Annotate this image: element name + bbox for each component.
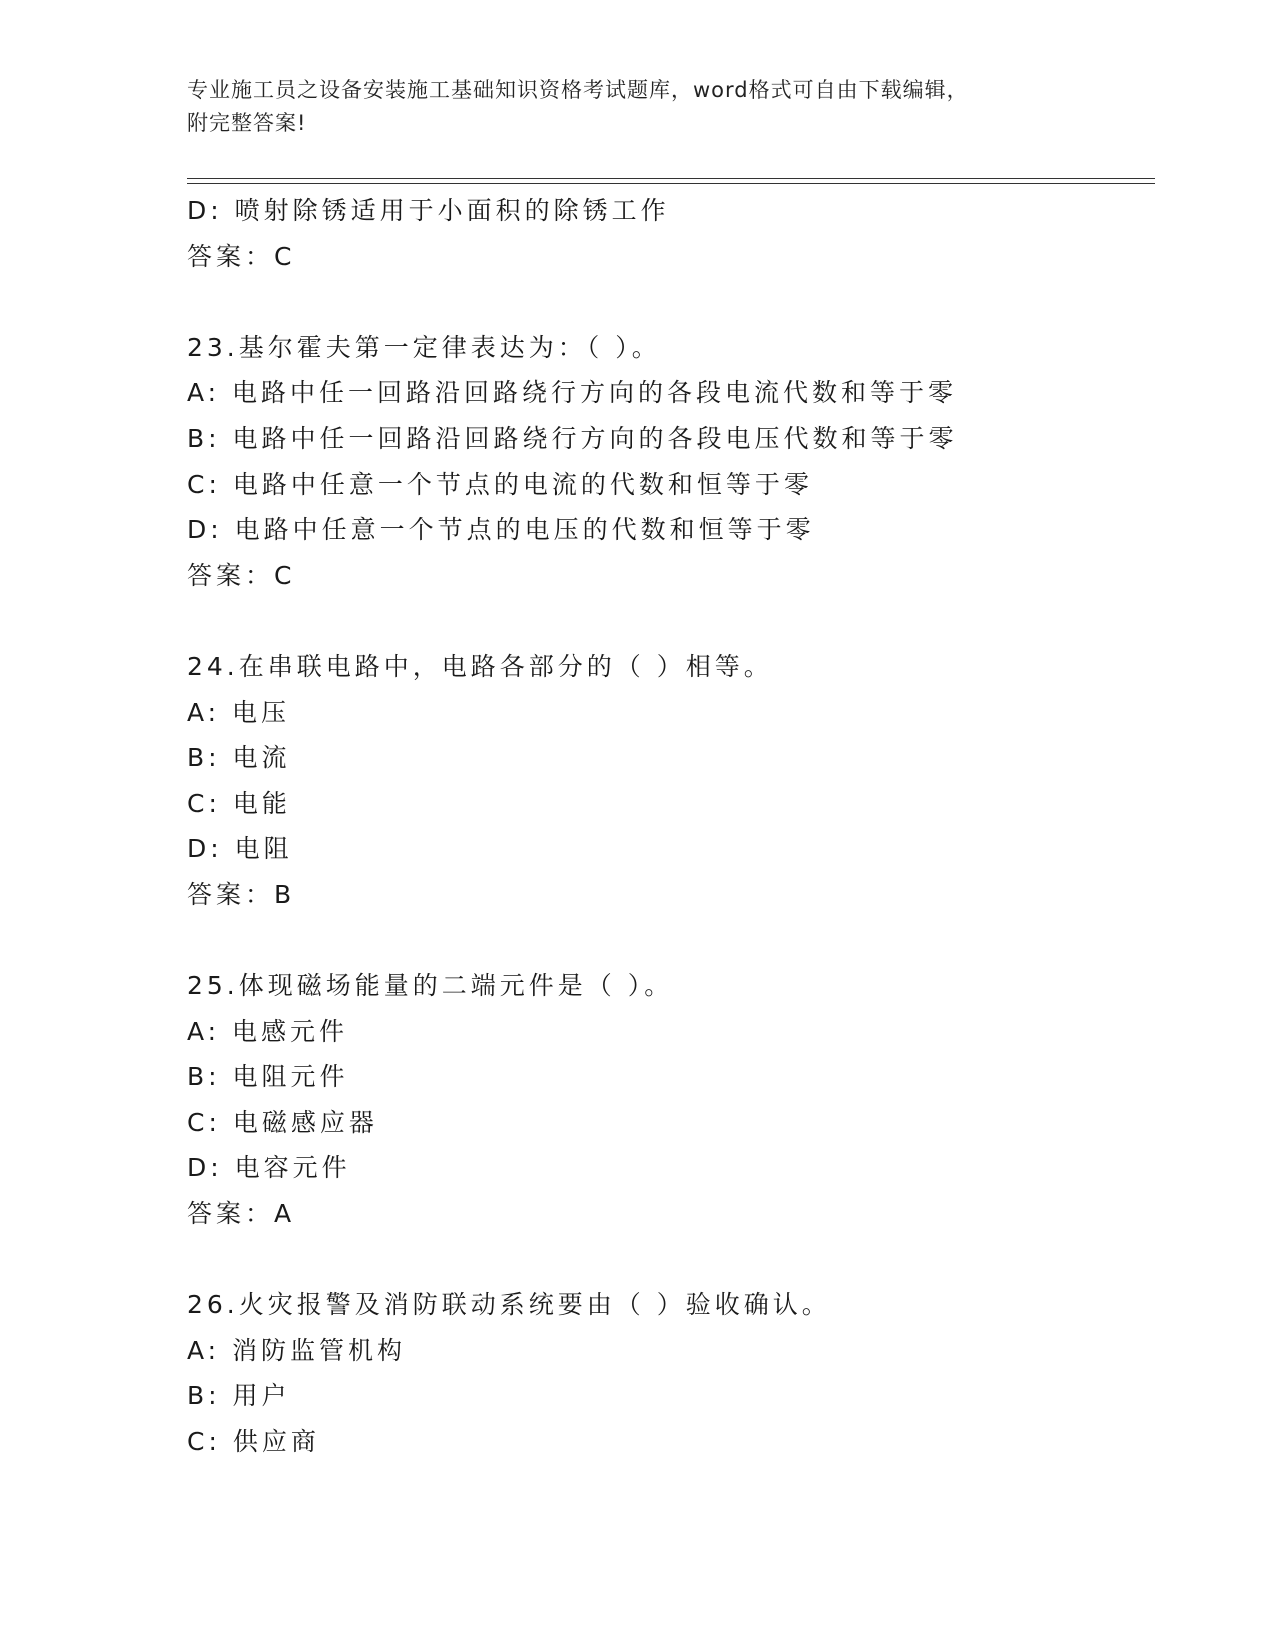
question-stem: 23.基尔霍夫第一定律表达为：（ ）。 <box>187 332 661 362</box>
answer-line: 答案：C <box>187 560 296 590</box>
question-24 <box>187 644 1155 918</box>
header-divider-bottom <box>187 183 1155 184</box>
option-d: D: 喷射除锈适用于小面积的除锈工作 <box>187 196 670 225</box>
spacer <box>187 279 1155 325</box>
question-stem: 25.体现磁场能量的二端元件是（ ）。 <box>187 971 674 1001</box>
option-b: B: 电阻元件 <box>187 1062 349 1092</box>
header-line-1: 专业施工员之设备安装施工基础知识资格考试题库，word格式可自由下载编辑， <box>187 78 969 102</box>
option-b: B: 电路中任一回路沿回路绕行方向的各段电压代数和等于零 <box>187 423 958 453</box>
question-23 <box>187 325 1155 599</box>
option-b: B: 用户 <box>187 1381 291 1411</box>
option-a: A: 消防监管机构 <box>187 1335 407 1365</box>
option-d: D: 电容元件 <box>187 1153 351 1183</box>
question-list <box>187 188 1155 1465</box>
option-a: A: 电感元件 <box>187 1016 349 1046</box>
answer-line: 答案：B <box>187 879 296 909</box>
question-stem: 24.在串联电路中，电路各部分的（ ）相等。 <box>187 651 773 681</box>
option-c: C: 电能 <box>187 788 291 818</box>
option-b: B: 电流 <box>187 743 291 773</box>
option-d: D: 电阻 <box>187 834 293 864</box>
option-c: C: 供应商 <box>187 1427 320 1457</box>
option-a: A: 电路中任一回路沿回路绕行方向的各段电流代数和等于零 <box>187 378 958 408</box>
answer-line: 答案：A <box>187 1199 296 1229</box>
question-26 <box>187 1282 1155 1464</box>
question-stem: 26.火灾报警及消防联动系统要由（ ）验收确认。 <box>187 1290 831 1320</box>
question-25 <box>187 963 1155 1237</box>
document-header <box>187 74 1087 140</box>
spacer <box>187 598 1155 644</box>
answer-line: 答案：C <box>187 241 296 271</box>
option-a: A: 电压 <box>187 697 291 727</box>
option-d: D: 电路中任意一个节点的电压的代数和恒等于零 <box>187 515 815 545</box>
header-divider-top <box>187 178 1155 179</box>
option-c: C: 电路中任意一个节点的电流的代数和恒等于零 <box>187 469 813 499</box>
spacer <box>187 1237 1155 1283</box>
option-c: C: 电磁感应器 <box>187 1107 378 1137</box>
header-line-2: 附完整答案! <box>187 111 307 135</box>
spacer <box>187 918 1155 964</box>
